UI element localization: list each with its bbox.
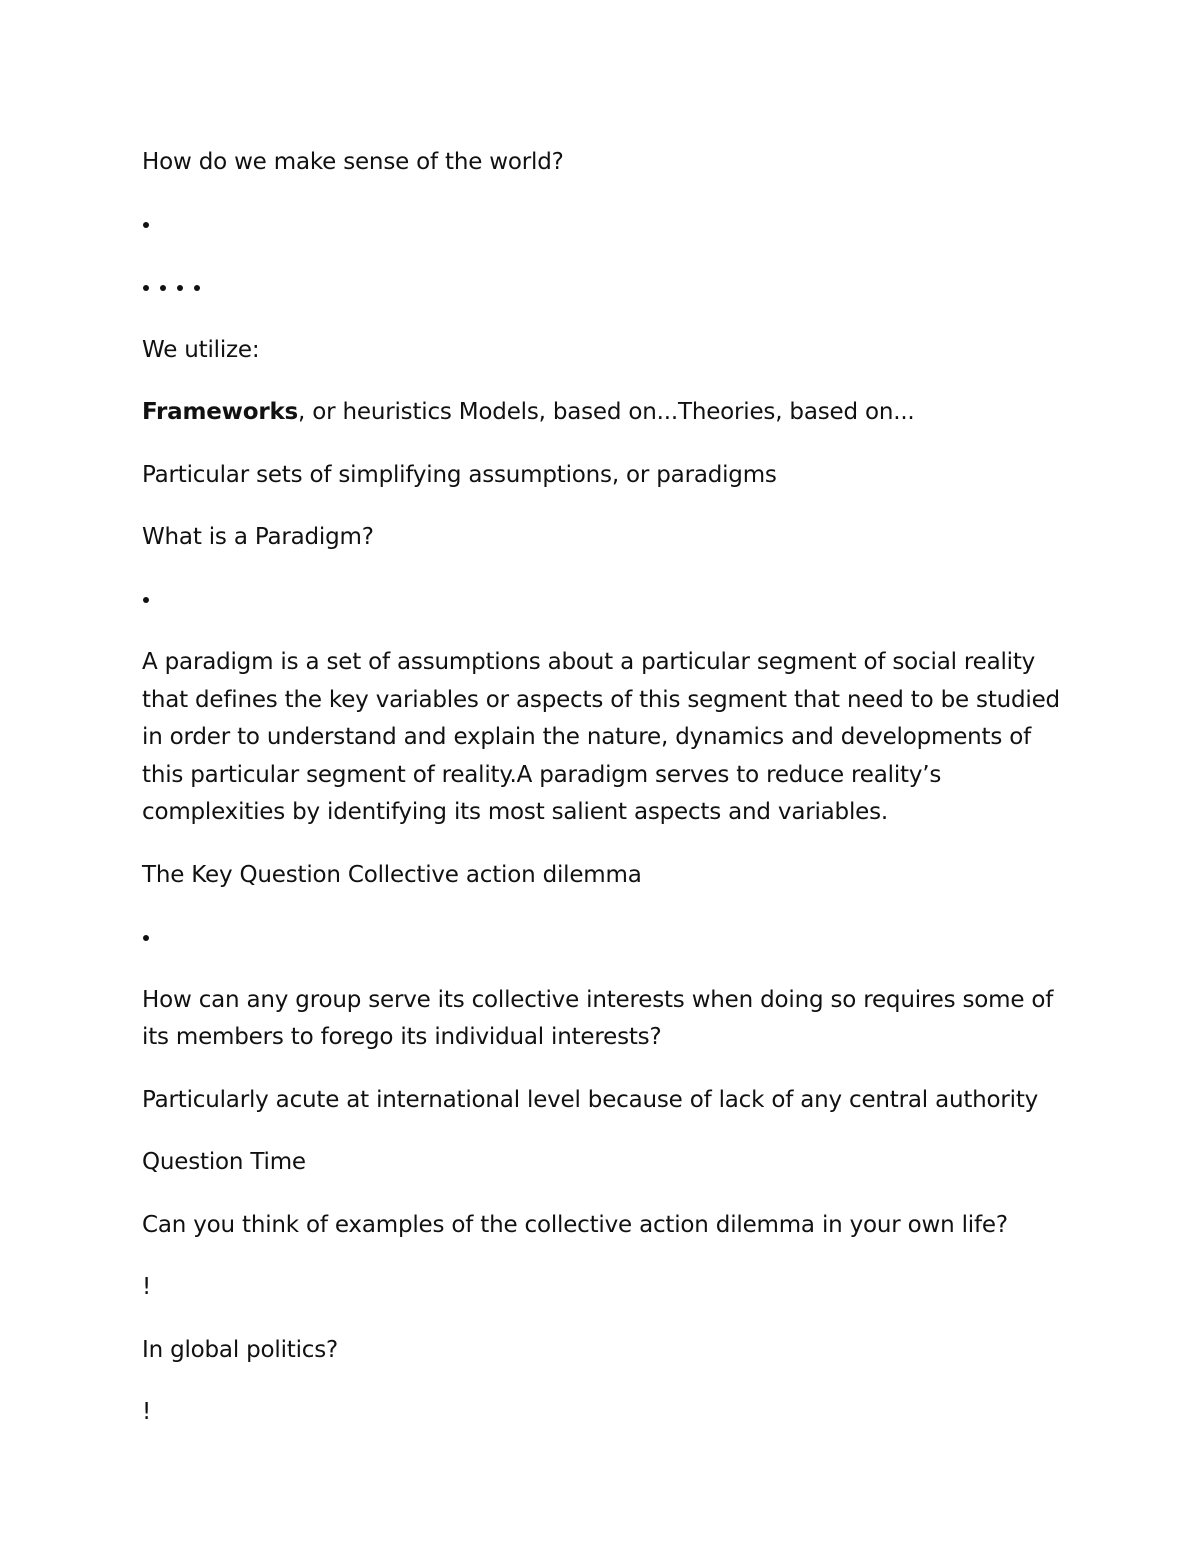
- acute-international-line: Particularly acute at international level because of lack of any central authority: [142, 1086, 1039, 1113]
- frameworks-line: [142, 394, 1072, 432]
- frameworks-rest-text: , or heuristics Models, based on...Theories, based on...: [298, 399, 915, 425]
- bullet-dot: [177, 285, 183, 291]
- global-politics-question: In global politics?: [142, 1336, 339, 1363]
- examples-question: Can you think of examples of the collective action dilemma in your own life?: [142, 1211, 1008, 1238]
- bullet-row-single: [142, 207, 1072, 245]
- frameworks-bold-term: Frameworks: [142, 399, 299, 425]
- bullet-dot: [143, 597, 149, 603]
- assumptions-line: Particular sets of simplifying assumptions, or paradigms: [142, 461, 777, 488]
- question-make-sense: How do we make sense of the world?: [142, 149, 564, 175]
- bullet-dot: [143, 935, 149, 941]
- paradigm-question: What is a Paradigm?: [142, 524, 374, 550]
- paradigm-definition: A paradigm is a set of assumptions about a particular segment of social reality that defines the key variables or aspects of this segment that need to be studied in order to understand and explain the nature, dynamics and developments of this particular segment of reality.A paradigm serves to reduce reality’s complexities by identifying its most salient aspects and variables.: [142, 649, 1060, 825]
- question-time-heading: Question Time: [142, 1149, 306, 1175]
- bullet-row-single: [142, 582, 1072, 620]
- bullet-row-single: [142, 919, 1072, 957]
- exclamation-mark: !: [142, 1399, 152, 1425]
- key-question-heading: The Key Question Collective action dilemma: [142, 861, 642, 888]
- document-page: [142, 144, 1072, 1457]
- we-utilize-line: We utilize:: [142, 336, 260, 363]
- collective-interest-question: How can any group serve its collective interests when doing so requires some of its members to forego its individual interests?: [142, 986, 1054, 1050]
- bullet-row-four: [142, 269, 1072, 307]
- bullet-dot: [194, 285, 200, 291]
- bullet-dot: [143, 285, 149, 291]
- bullet-dot: [160, 285, 166, 291]
- bullet-dot: [143, 222, 149, 228]
- exclamation-mark: !: [142, 1274, 152, 1300]
